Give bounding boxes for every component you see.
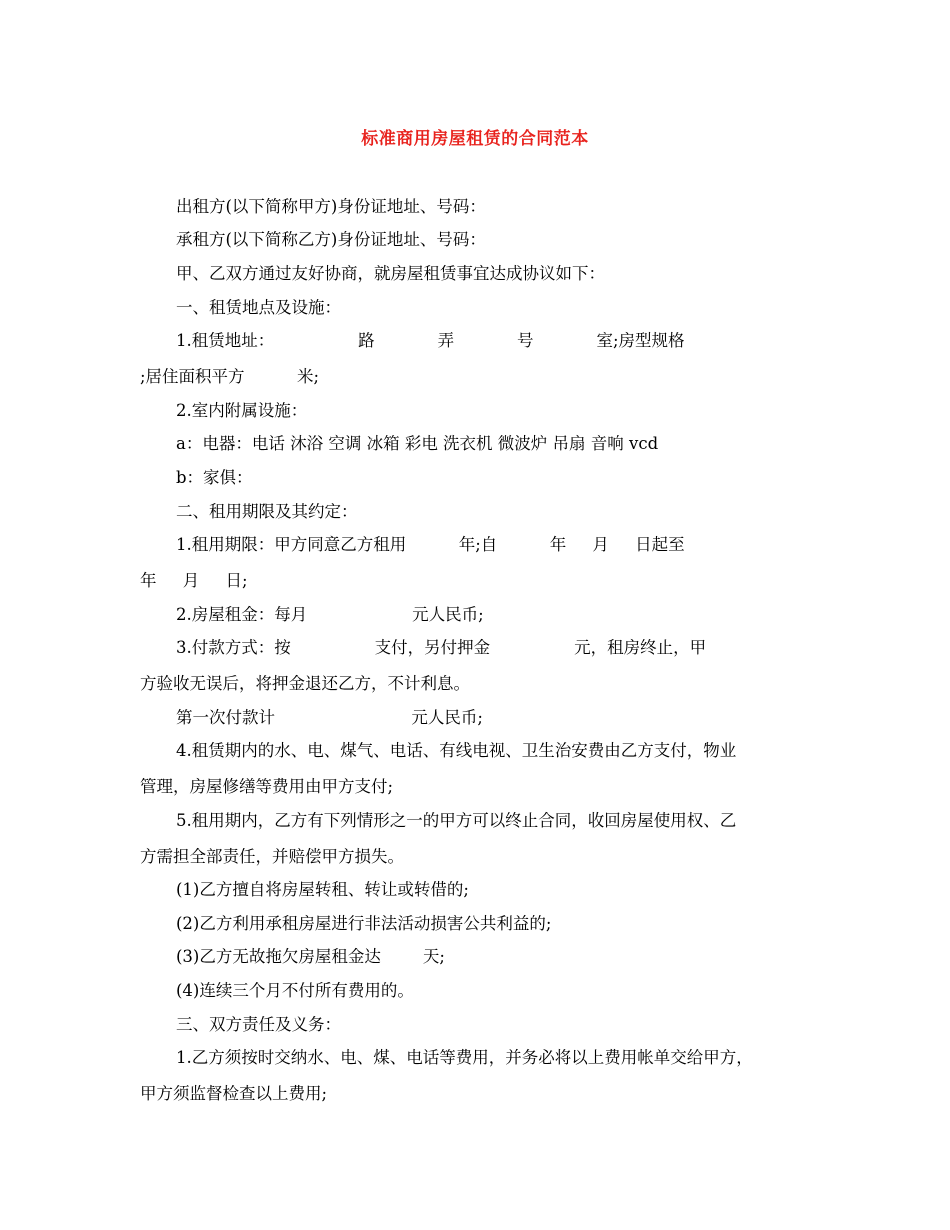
- paragraph-line: 5.租用期内，乙方有下列情形之一的甲方可以终止合同，收回房屋使用权、乙: [176, 811, 737, 830]
- list-item: (4)连续三个月不付所有费用的。: [176, 981, 414, 1000]
- paragraph-line: 第一次付款计 元人民币;: [176, 708, 483, 727]
- paragraph-line: 4.租赁期内的水、电、煤气、电话、有线电视、卫生治安费由乙方支付，物业: [176, 741, 737, 760]
- paragraph-line: b：家俱：: [176, 468, 253, 487]
- list-item: (1)乙方擅自将房屋转租、转让或转借的;: [176, 880, 469, 899]
- section-heading: 三、双方责任及义务：: [176, 1015, 341, 1034]
- section-heading: 二、租用期限及其约定：: [176, 502, 358, 521]
- paragraph-line: 1.租用期限：甲方同意乙方租用 年;自 年 月 日起至: [176, 535, 685, 554]
- paragraph-line: 管理，房屋修缮等费用由甲方支付;: [140, 777, 394, 796]
- paragraph-line: 方需担全部责任，并赔偿甲方损失。: [140, 847, 404, 866]
- paragraph-line: 方验收无误后，将押金退还乙方，不计利息。: [140, 674, 470, 693]
- paragraph-line: a：电器：电话 沐浴 空调 冰箱 彩电 洗衣机 微波炉 吊扇 音响 vcd: [176, 434, 659, 453]
- paragraph-line: 甲方须监督检查以上费用;: [140, 1084, 328, 1103]
- section-heading: 一、租赁地点及设施：: [176, 298, 341, 317]
- paragraph-line: 年 月 日;: [140, 571, 248, 590]
- list-item: (2)乙方利用承租房屋进行非法活动损害公共利益的;: [176, 914, 552, 933]
- paragraph-line: ;居住面积平方 米;: [140, 367, 320, 386]
- paragraph-line: 甲、乙双方通过友好协商，就房屋租赁事宜达成协议如下：: [176, 264, 605, 283]
- list-item: (3)乙方无故拖欠房屋租金达 天;: [176, 947, 445, 966]
- paragraph-line: 2.室内附属设施：: [176, 401, 308, 420]
- document-title: 标准商用房屋租赁的合同范本: [361, 129, 589, 149]
- paragraph-line: 2.房屋租金：每月 元人民币;: [176, 605, 484, 624]
- paragraph-line: 承租方(以下简称乙方)身份证地址、号码：: [176, 230, 486, 249]
- paragraph-line: 3.付款方式：按 支付，另付押金 元，租房终止，甲: [176, 638, 707, 657]
- paragraph-line: 出租方(以下简称甲方)身份证地址、号码：: [176, 197, 486, 216]
- paragraph-line: 1.乙方须按时交纳水、电、煤、电话等费用，并务必将以上费用帐单交给甲方，: [176, 1048, 753, 1067]
- paragraph-line: 1.租赁地址： 路 弄 号 室;房型规格: [176, 331, 685, 350]
